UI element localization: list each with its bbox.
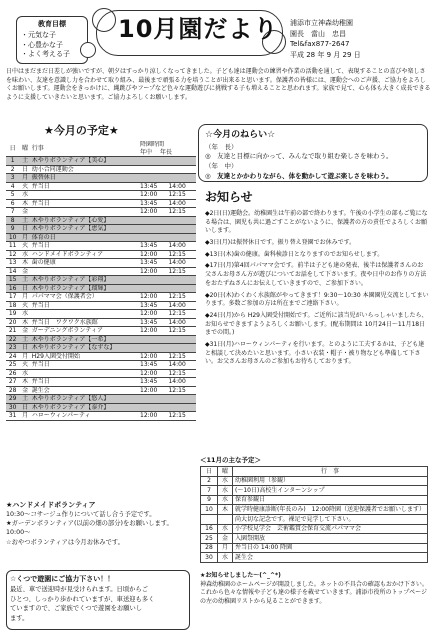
schedule-nenchu-time: 12:00 [139, 267, 167, 276]
schedule-row [6, 310, 196, 319]
schedule-day: 8 [6, 216, 19, 225]
schedule-day: 5 [6, 191, 19, 200]
header-day: 日 [6, 141, 19, 157]
nov-event: 幼稚園利用（参観） [233, 476, 428, 486]
nov-weekday: 水 [218, 476, 233, 486]
homepage-notice-title: ★お知らせしました～(^_^*) [200, 572, 281, 579]
volunteer-note [6, 500, 190, 547]
schedule-weekday: 火 [19, 182, 30, 191]
schedule-nenchu-time [139, 395, 167, 404]
schedule-nenchou-time [167, 233, 196, 242]
schedule-weekday: 月 [19, 233, 30, 242]
schedule-nenchou-time: 12:15 [167, 208, 196, 217]
nov-day: 25 [201, 534, 218, 544]
november-title: ＜11月の主な予定＞ [200, 456, 262, 464]
goal-item: ・心豊かな子 [21, 40, 63, 49]
schedule-nenchu-time [139, 174, 167, 183]
nov-event: 誕生会 [233, 553, 428, 563]
schedule-nenchu-time: 12:00 [139, 293, 167, 302]
schedule-row [6, 335, 196, 344]
schedule-row [6, 318, 196, 327]
schedule-event: 歯の健康 [31, 259, 139, 268]
schedule-nenchu-time: 13:45 [139, 182, 167, 191]
newsletter-title: 10月園だより [118, 15, 279, 43]
header-dismissal-label: 降園時間 [140, 141, 165, 148]
schedule-row [6, 378, 196, 387]
schedule-weekday: 月 [19, 412, 30, 421]
schedule-weekday: 木 [19, 259, 30, 268]
schedule-row [6, 199, 196, 208]
schedule-weekday: 木 [19, 318, 30, 327]
nov-weekday: 水 [218, 524, 233, 534]
schedule-nenchou-time: 12:15 [167, 267, 196, 276]
schedule-nenchou-time [167, 165, 196, 174]
schedule-row [6, 361, 196, 370]
schedule-nenchou-time [167, 157, 196, 166]
schedule-event: 弁当日 [31, 182, 139, 191]
notices-title: お知らせ [205, 190, 253, 204]
november-row [201, 495, 428, 505]
header-nenchu: 年中 [140, 148, 153, 156]
schedule-event: 弁当日 ワクワク水族館 [31, 318, 139, 327]
schedule-nenchou-time: 14:00 [167, 182, 196, 191]
aim-title: ☆今月のねらい☆ [205, 130, 276, 140]
schedule-day: 13 [6, 259, 19, 268]
november-row [201, 543, 428, 553]
schedule-row [6, 301, 196, 310]
schedule-event: 弁当日 [31, 378, 139, 387]
warning-line: ていますので、ご家族でくつで遊園をお願いし [10, 605, 143, 613]
schedule-nenchu-time [139, 216, 167, 225]
schedule-row [6, 284, 196, 293]
schedule-row [6, 369, 196, 378]
schedule-day: 2 [6, 165, 19, 174]
november-row [201, 486, 428, 496]
schedule-event: 木やりボランティア【瑠輝】 [31, 284, 139, 293]
schedule-event [31, 267, 139, 276]
schedule-nenchu-time: 12:00 [139, 352, 167, 361]
schedule-day: 20 [6, 318, 19, 327]
schedule-day: 11 [6, 242, 19, 251]
schedule-day: 28 [6, 386, 19, 395]
schedule-nenchou-time: 12:15 [167, 327, 196, 336]
notice-item: ◆20日(木)わくわく水族館がやってきます！9:30～10:30 本園園児交流としてまいります。多数ご参加の方は所在までご連絡下さい。 [205, 291, 429, 308]
schedule-event: ハローウィンパーティ [31, 412, 139, 421]
schedule-nenchu-time [139, 276, 167, 285]
schedule-header-row [6, 141, 196, 157]
schedule-day: 6 [6, 199, 19, 208]
schedule-weekday: 水 [19, 191, 30, 200]
schedule-nenchou-time [167, 335, 196, 344]
schedule-day: 7 [6, 208, 19, 217]
issue-date: 平成 28 年 9 月 29 日 [290, 50, 361, 59]
schedule-nenchu-time: 12:00 [139, 386, 167, 395]
nov-event: (～10日)高校生インターンシップ [233, 486, 428, 496]
nov-event: 就学時健康診断(年長のみ) 12:00降園（送迎保護者でお願いします） [233, 505, 428, 515]
schedule-event [31, 369, 139, 378]
aim-nenchu-label: （年 中） [205, 162, 238, 170]
schedule-nenchu-time: 12:00 [139, 191, 167, 200]
schedule-weekday: 木 [19, 199, 30, 208]
schedule-nenchu-time [139, 284, 167, 293]
november-row [201, 476, 428, 486]
schedule-weekday: 土 [19, 276, 30, 285]
schedule-nenchu-time [139, 165, 167, 174]
schedule-nenchu-time: 12:00 [139, 327, 167, 336]
schedule-event: 木やりボランティア【一希】 [31, 335, 139, 344]
schedule-event: 木やりボランティア【心愛】 [31, 216, 139, 225]
schedule-nenchu-time: 12:00 [139, 310, 167, 319]
shoe-warning-box [6, 570, 190, 630]
schedule-day: 9 [6, 225, 19, 234]
schedule-day: 22 [6, 335, 19, 344]
schedule-row [6, 242, 196, 251]
nov-day: 16 [201, 524, 218, 534]
schedule-weekday: 火 [19, 242, 30, 251]
schedule-row [6, 216, 196, 225]
schedule-row [6, 157, 196, 166]
nov-weekday: 水 [218, 553, 233, 563]
goals-title: 教育目標 [38, 20, 66, 28]
nov-weekday: 水 [218, 495, 233, 505]
schedule-weekday: 土 [19, 335, 30, 344]
schedule-day: 29 [6, 395, 19, 404]
schedule-event: パパママ会（保護者会） [31, 293, 139, 302]
schedule-event: 弁当日 [31, 242, 139, 251]
schedule-nenchou-time [167, 276, 196, 285]
schedule-day: 21 [6, 327, 19, 336]
schedule-row [6, 250, 196, 259]
schedule-nenchou-time: 14:00 [167, 361, 196, 370]
schedule-nenchu-time [139, 335, 167, 344]
nov-event: 保育参観日 [233, 495, 428, 505]
nov-day: 2 [201, 476, 218, 486]
nov-header-event: 行 事 [233, 467, 428, 477]
notice-item: ◆13日(木)歯の健康。歯科検診日となりますのでお知らせします。 [205, 250, 384, 258]
school-name: 浦添市立神森幼稚園 [290, 19, 353, 27]
nov-day: 9 [201, 495, 218, 505]
nov-weekday: 月 [218, 543, 233, 553]
schedule-event: 木やりボランティア【悠人】 [31, 395, 139, 404]
schedule-nenchu-time: 13:45 [139, 318, 167, 327]
schedule-row [6, 293, 196, 302]
volunteer-line: ★ガーデンボランティア(以前の畑の部分)をお願いします。10:00～ [6, 520, 173, 537]
education-goals-box [16, 16, 88, 64]
schedule-day: 25 [6, 361, 19, 370]
schedule-row [6, 327, 196, 336]
schedule-weekday: 水 [19, 369, 30, 378]
november-row [201, 524, 428, 534]
goal-item: ・よく考える子 [21, 50, 70, 59]
schedule-nenchou-time: 12:15 [167, 369, 196, 378]
volunteer-line: 10:30～コサージュ作りについて話し合う予定です。 [6, 511, 156, 519]
schedule-nenchou-time: 14:00 [167, 242, 196, 251]
schedule-nenchu-time: 13:45 [139, 199, 167, 208]
aim-nenchou-text: ◎ 友達と目標に向かって、みんなで取り組む楽しさを味わう。 [205, 152, 393, 161]
schedule-row [6, 225, 196, 234]
nov-day: 10 [201, 505, 218, 515]
schedule-weekday: 月 [19, 293, 30, 302]
schedule-day: 24 [6, 352, 19, 361]
schedule-nenchou-time [167, 225, 196, 234]
schedule-day: 26 [6, 369, 19, 378]
schedule-day: 17 [6, 293, 19, 302]
schedule-nenchou-time: 12:15 [167, 191, 196, 200]
notice-item: ◆3日(月)は振替休日です。振り替え登園でお休みです。 [205, 239, 356, 247]
schedule-row [6, 165, 196, 174]
schedule-weekday: 日 [19, 344, 30, 353]
schedule-event: 誕生会 [31, 386, 139, 395]
schedule-row [6, 352, 196, 361]
schedule-day: 27 [6, 378, 19, 387]
schedule-day: 18 [6, 301, 19, 310]
schedule-day: 31 [6, 412, 19, 421]
november-row [201, 505, 428, 515]
homepage-notice-text: 神森幼稚園のホームページが開設しました。ネットの不具合の確認もおかけ下さい。これから色々な情報や子ども達の様子を載せていきます。浦添市役所のトップページの左の幼稚園リストから見ることができます。 [200, 580, 428, 606]
schedule-day: 30 [6, 403, 19, 412]
warning-title: ☆くつで遊園にご協力下さい！！ [10, 575, 115, 583]
schedule-event [31, 310, 139, 319]
schedule-weekday: 月 [19, 174, 30, 183]
schedule-row [6, 267, 196, 276]
schedule-nenchou-time: 12:15 [167, 412, 196, 421]
schedule-weekday: 水 [19, 250, 30, 259]
schedule-nenchou-time: 14:00 [167, 199, 196, 208]
nov-event: 弁当日の 14:00 降園 [233, 543, 428, 553]
intro-paragraph: 日中はまだまだ日差しが強いですが、朝夕はすっかり涼しくなってきました。子ども達は運動会の練習や作業の活動を通して、表現することの喜びや楽しさを味わい、友達を意識し力を合わせて取り組み、最後まで頑張る力を培うことが出来ると思います。保護者の皆様には、運動会へのご声援、ご協力をよろしくお願いします。運動会をきっかけに、縄跳びやフープなど色々な運動遊びに挑戦する子も増えることと思われます。家族で見て、心も体も大きく成長できるように支援していきたいと思います。ご協力よろしくお願いします。 [6, 68, 431, 102]
schedule-row [6, 174, 196, 183]
schedule-event: ガーデニングボランティア [31, 327, 139, 336]
schedule-nenchou-time [167, 403, 196, 412]
schedule-nenchou-time: 12:15 [167, 293, 196, 302]
schedule-row [6, 412, 196, 421]
goal-item: ・元気な子 [21, 30, 56, 39]
schedule-row [6, 182, 196, 191]
schedule-weekday: 火 [19, 301, 30, 310]
schedule-weekday: 金 [19, 267, 30, 276]
school-tel: Tel&fax877-2647 [290, 40, 350, 48]
schedule-row [6, 395, 196, 404]
nov-header-weekday: 曜 [218, 467, 233, 477]
schedule-table [6, 141, 196, 421]
nov-event: 入園祭開放 [233, 534, 428, 544]
warning-line: ひとつ、しっかり歩かれていますが、車送迎も多く [10, 595, 155, 603]
nov-weekday: 金 [218, 534, 233, 544]
nov-weekday [218, 514, 233, 524]
aim-nenchou-label: （年 長） [205, 142, 238, 151]
notices-list [205, 210, 429, 370]
school-info [290, 18, 430, 60]
schedule-event [31, 208, 139, 217]
schedule-weekday: 火 [19, 361, 30, 370]
schedule-nenchu-time: 13:45 [139, 378, 167, 387]
schedule-event: 振替休日 [31, 174, 139, 183]
schedule-nenchou-time: 12:15 [167, 250, 196, 259]
nov-event: 小学校見学会 芸術鑑賞会保育交流パパママ会 [233, 524, 428, 534]
header-event: 行事 [31, 141, 139, 157]
schedule-nenchou-time [167, 284, 196, 293]
schedule-nenchu-time: 13:45 [139, 259, 167, 268]
schedule-event: 木やりボランティア【彩翔】 [31, 276, 139, 285]
flower-icon [80, 42, 96, 58]
schedule-event: ハンドメイドボランティア [31, 250, 139, 259]
schedule-row [6, 344, 196, 353]
schedule-nenchou-time [167, 344, 196, 353]
schedule-row [6, 233, 196, 242]
schedule-weekday: 日 [19, 403, 30, 412]
schedule-weekday: 月 [19, 352, 30, 361]
schedule-weekday: 水 [19, 310, 30, 319]
schedule-event: 幼小合同運動会 [31, 165, 139, 174]
principal-name: 園長 當山 忠昌 [290, 29, 346, 38]
schedule-nenchou-time: 14:00 [167, 378, 196, 387]
schedule-nenchou-time [167, 395, 196, 404]
november-row [201, 514, 428, 524]
schedule-row [6, 403, 196, 412]
schedule-row [6, 386, 196, 395]
nov-weekday: 木 [218, 505, 233, 515]
schedule-day: 15 [6, 276, 19, 285]
schedule-weekday: 土 [19, 216, 30, 225]
warning-line: 最近、車で送迎時が見受けられます。日頃からご [10, 585, 149, 593]
schedule-event: 木やりボランティア【泰介】 [31, 403, 139, 412]
schedule-row [6, 191, 196, 200]
schedule-nenchou-time: 12:15 [167, 386, 196, 395]
header-dismissal [139, 141, 196, 157]
schedule-nenchou-time: 12:15 [167, 310, 196, 319]
schedule-nenchu-time: 12:00 [139, 412, 167, 421]
schedule-nenchou-time [167, 174, 196, 183]
schedule-nenchu-time [139, 233, 167, 242]
schedule-event: 木やりボランティア【なずな】 [31, 344, 139, 353]
schedule-nenchu-time [139, 225, 167, 234]
schedule-weekday: 金 [19, 386, 30, 395]
notice-item: ◆31日(月)ハローウィンパーティを行います。とのように工夫するかは、子ども達と相談して決めたいと思います。小さい衣装・帽子・被り物なども準備して下さい。お父さんお母さんのご参加もお待ちしております。 [205, 340, 425, 366]
schedule-event: 弁当日 [31, 301, 139, 310]
schedule-event [31, 191, 139, 200]
november-row [201, 553, 428, 563]
homepage-notice [200, 572, 428, 607]
schedule-weekday: 金 [19, 327, 30, 336]
notice-item: ◆17日(月)第4回パパママ会です。前半は子ども達の発表、後半は保護者さんのお父さんお母さん方が遊びについてお話をして下さいます。夜や日中のお作りの方法をおたずねさんにお伝えしていきますので、ご参加下さい。 [205, 262, 427, 287]
schedule-day: 19 [6, 310, 19, 319]
header-nenchou: 年長 [159, 148, 172, 156]
monthly-aim-box [198, 124, 428, 182]
header-weekday: 曜 [19, 141, 30, 157]
schedule-weekday: 日 [19, 165, 30, 174]
schedule-nenchu-time: 13:45 [139, 242, 167, 251]
aim-nenchu-text: ◎ 友達とかかわりながら、体を動かして遊ぶ楽しさを味わう。 [205, 171, 393, 180]
schedule-nenchou-time: 14:00 [167, 301, 196, 310]
november-row [201, 534, 428, 544]
schedule-day: 3 [6, 174, 19, 183]
schedule-day: 16 [6, 284, 19, 293]
warning-line: ます。 [10, 615, 29, 623]
schedule-nenchu-time: 13:45 [139, 301, 167, 310]
schedule-nenchu-time [139, 344, 167, 353]
november-header-row [201, 467, 428, 477]
volunteer-title: ★ハンドメイドボランティア [6, 501, 96, 509]
nov-day: 7 [201, 486, 218, 496]
schedule-nenchou-time [167, 216, 196, 225]
schedule-weekday: 土 [19, 395, 30, 404]
schedule-weekday: 日 [19, 284, 30, 293]
schedule-day: 14 [6, 267, 19, 276]
notice-item: ◆24日(月)から H29入園受付開始です。ご近所に該当児がいらっしゃいましたら、お知らせできますようよろしくお願いします。(配布期間は 10月24日～11月18日までの間。) [205, 311, 428, 337]
volunteer-line: ☆おやつボランティアは今月お休みです。 [6, 538, 124, 546]
schedule-nenchu-time: 12:00 [139, 250, 167, 259]
schedule-event: 木やりボランティア【美心】 [31, 157, 139, 166]
schedule-nenchu-time [139, 403, 167, 412]
schedule-event: 弁当日 [31, 361, 139, 370]
schedule-title: ★今月の予定★ [44, 124, 119, 137]
schedule-event: 弁当日 [31, 199, 139, 208]
nov-event: 尚大切な記念です。裸足で見学して下さい。 [233, 514, 428, 524]
schedule-row [6, 276, 196, 285]
november-table [200, 466, 428, 563]
schedule-nenchu-time: 12:00 [139, 369, 167, 378]
schedule-weekday: 日 [19, 225, 30, 234]
schedule-day: 1 [6, 157, 19, 166]
schedule-day: 23 [6, 344, 19, 353]
schedule-row [6, 259, 196, 268]
schedule-weekday: 金 [19, 208, 30, 217]
schedule-nenchou-time: 14:00 [167, 259, 196, 268]
schedule-nenchu-time: 13:45 [139, 361, 167, 370]
nov-day: 28 [201, 543, 218, 553]
schedule-weekday: 木 [19, 378, 30, 387]
schedule-day: 12 [6, 250, 19, 259]
schedule-row [6, 208, 196, 217]
schedule-event: 体育の日 [31, 233, 139, 242]
schedule-event: H29入園受付開始 [31, 352, 139, 361]
schedule-day: 10 [6, 233, 19, 242]
nov-weekday: 水 [218, 486, 233, 496]
nov-day [201, 514, 218, 524]
notice-item: ◆2日(日)運動会。幼稚園生は午前の部で終わります。午後の小学生の部もご覧になる場合は、園児も共に過ごすことがないように、保護者の方の責任でよろしくお願いします。 [205, 210, 428, 235]
schedule-nenchu-time: 12:00 [139, 208, 167, 217]
nov-header-day: 日 [201, 467, 218, 477]
schedule-event: 木やりボランティア【恵気】 [31, 225, 139, 234]
schedule-nenchou-time: 14:00 [167, 318, 196, 327]
schedule-weekday: 土 [19, 157, 30, 166]
schedule-nenchou-time: 12:15 [167, 352, 196, 361]
schedule-nenchu-time [139, 157, 167, 166]
schedule-day: 4 [6, 182, 19, 191]
nov-day: 30 [201, 553, 218, 563]
